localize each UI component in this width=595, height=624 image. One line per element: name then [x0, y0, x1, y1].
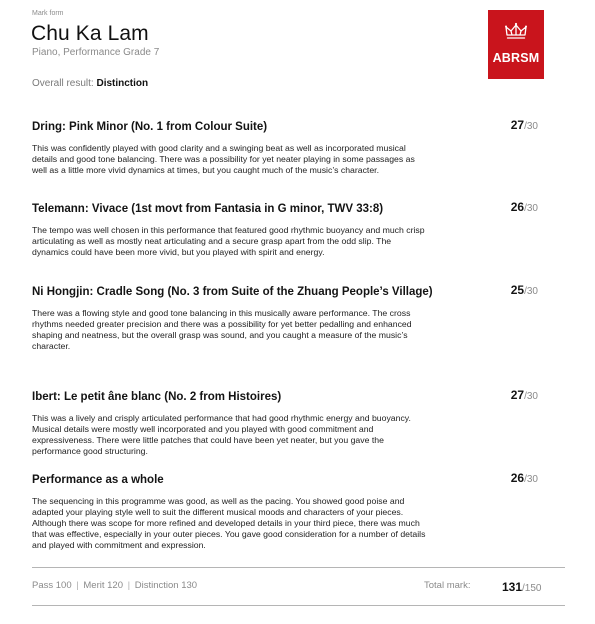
total-mark	[502, 580, 542, 594]
footer-divider-bottom	[32, 605, 565, 606]
piece-section	[32, 198, 542, 258]
piece-mark-value: 27	[510, 388, 525, 402]
piece-comment: The sequencing in this programme was good, as well as the pacing. You showed good poise and adapted your playing style well to suit the different musical moods and characters of your pieces. Although there was scope for more refined and developed details in your third piece, there was much that was effective, especially in your outer pieces. You gave good consideration for a number of details and played with commitment and expression.	[32, 496, 426, 550]
piece-mark-out-of: /30	[524, 286, 538, 297]
merit-threshold: Merit 120	[83, 580, 123, 591]
threshold-separator: |	[76, 580, 79, 591]
total-mark-label: Total mark:	[424, 580, 471, 591]
piece-section	[32, 116, 542, 176]
candidate-name: Chu Ka Lam	[31, 22, 149, 45]
piece-title: Ibert: Le petit âne blanc (No. 2 from Histoires)	[32, 391, 282, 403]
mark-form-label: Mark form	[32, 10, 64, 17]
piece-mark	[511, 118, 538, 132]
piece-mark-value: 26	[510, 471, 525, 485]
piece-section	[32, 386, 542, 457]
pass-threshold: Pass 100	[32, 580, 72, 591]
piece-comment: This was confidently played with good clarity and a swinging beat as well as incorporated musical details and good tone balancing. There was a possibility for yet neater playing in some passages as well as a little more vivid dynamics at times, but you caught much of the music’s character.	[32, 143, 415, 175]
abrsm-logo	[488, 10, 544, 79]
total-mark-out-of: /150	[522, 583, 542, 594]
piece-mark-out-of: /30	[524, 121, 538, 132]
piece-section	[32, 469, 542, 551]
footer-divider-top	[32, 567, 565, 568]
grade-thresholds	[32, 580, 197, 591]
piece-mark-out-of: /30	[524, 474, 538, 485]
piece-comment: The tempo was well chosen in this performance that featured good rhythmic buoyancy and much crisp articulating as well as mostly neat articulating and a secure grasp apart from the odd slip. The dynamics could have been more vivid, but you played with spirit and energy.	[32, 225, 425, 257]
total-mark-value: 131	[502, 580, 523, 594]
overall-result-label: Overall result:	[32, 78, 94, 89]
piece-mark	[511, 283, 538, 297]
threshold-separator: |	[127, 580, 131, 591]
piece-comment: There was a flowing style and good tone balancing in this musically aware performance. The cross rhythms needed greater precision and there was a possibility for yet better pedalling and enhanced shaping and neatness, but the overall grasp was sound, and you caught a measure of the music’s character.	[32, 308, 412, 351]
piece-mark	[511, 388, 538, 402]
piece-section	[32, 281, 542, 352]
crown-icon	[505, 22, 527, 40]
piece-title: Performance as a whole	[32, 474, 164, 486]
piece-title: Dring: Pink Minor (No. 1 from Colour Suite)	[32, 121, 268, 133]
piece-mark-value: 26	[510, 200, 525, 214]
exam-subtitle: Piano, Performance Grade 7	[32, 47, 160, 58]
abrsm-logo-text: ABRSM	[492, 51, 540, 65]
piece-mark-value: 25	[510, 283, 525, 297]
piece-mark	[511, 471, 538, 485]
piece-title: Telemann: Vivace (1st movt from Fantasia in G minor, TWV 33:8)	[32, 203, 384, 215]
piece-mark-out-of: /30	[524, 203, 538, 214]
piece-mark	[511, 200, 538, 214]
piece-mark-value: 27	[510, 118, 525, 132]
piece-comment: This was a lively and crisply articulated performance that had good rhythmic energy and buoyancy. Musical details were mostly well incorporated and you played with good commitment and expressiveness. There were little patches that could have been yet neater, but you gave the performance good structuring.	[32, 413, 411, 456]
piece-mark-out-of: /30	[524, 391, 538, 402]
piece-title: Ni Hongjin: Cradle Song (No. 3 from Suite of the Zhuang People’s Village)	[32, 286, 433, 298]
overall-result-value: Distinction	[96, 78, 149, 89]
overall-result	[32, 78, 148, 89]
distinction-threshold: Distinction 130	[134, 580, 198, 591]
